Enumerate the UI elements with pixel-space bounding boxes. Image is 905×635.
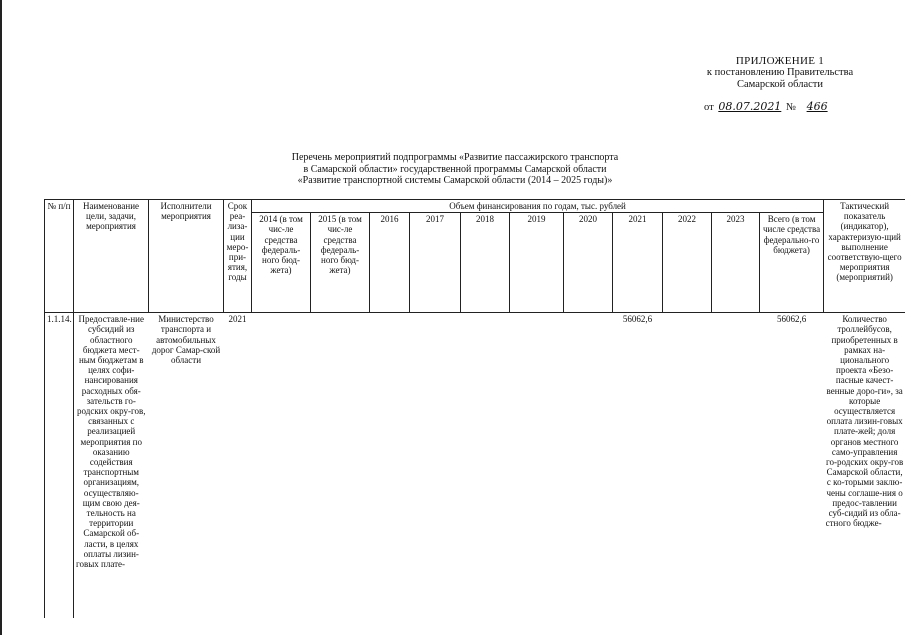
- header-year-2023: 2023: [712, 213, 760, 313]
- header-year-2017: 2017: [410, 213, 461, 313]
- row-year-2019: [510, 313, 564, 618]
- row-name: Предоставле-ние субсидий из областного бюджета мест-ным бюджетам в целях софи-нансирования расходных обя-зательств го-родских окру-гов, связанных с реализацией мероприятия по оказанию содействия транспортным организациям, осуществляю-щим свою дея-тельность на территории Самарской об-ласти, в целях оплаты лизин-говых плате-: [74, 313, 149, 618]
- header-year-2019: 2019: [510, 213, 564, 313]
- table-header-row-1: [45, 200, 905, 213]
- appendix-title: ПРИЛОЖЕНИЕ 1: [735, 55, 825, 67]
- row-year-2016: [370, 313, 410, 618]
- decree-number-prefix: №: [785, 102, 796, 113]
- row-total: 56062,6: [760, 313, 824, 618]
- row-year-2017: [410, 313, 461, 618]
- header-name: Наименование цели, задачи, мероприятия: [74, 200, 149, 313]
- header-indicator: Тактический показатель (индикатор), характеризую-щий выполнение соответствую-щего мероприятия (мероприятий): [824, 200, 905, 313]
- header-total: Всего (в том числе средства федерально-го бюджета): [760, 213, 824, 313]
- decree-reference: [704, 100, 840, 113]
- row-year-2023: [712, 313, 760, 618]
- header-year-2018: 2018: [461, 213, 510, 313]
- header-term: Срок реа-лиза-ции меро-при-ятия, годы: [224, 200, 252, 313]
- row-term: 2021: [224, 313, 252, 618]
- activities-table: [44, 199, 905, 618]
- header-year-2020: 2020: [564, 213, 613, 313]
- decree-date-prefix: от: [704, 102, 714, 113]
- document-title-line-3: «Развитие транспортной системы Самарской области (2014 – 2025 годы)»: [297, 175, 613, 186]
- table-row: [45, 313, 905, 618]
- row-year-2018: [461, 313, 510, 618]
- header-executors: Исполнители мероприятия: [149, 200, 224, 313]
- row-indicator: Количество троллейбусов, приобретенных в рамках на-ционального проекта «Безо-пасные качест-венные доро-ги», за которые осуществляется оплата лизин-говых плате-жей; доля органов местного само-управления го-родских окру-гов Самарской области, с ко-торыми заклю-чены соглаше-ния о предос-тавлении суб-сидий из обла-стного бюдже-: [824, 313, 905, 618]
- row-num: 1.1.14.: [45, 313, 74, 618]
- appendix-line-1: к постановлению Правительства: [706, 67, 854, 78]
- header-year-2015: 2015 (в том чис-ле средства федераль-ного бюд-жета): [311, 213, 370, 313]
- header-year-2022: 2022: [663, 213, 712, 313]
- header-funding-group: Объем финансирования по годам, тыс. рублей: [252, 200, 824, 213]
- header-year-2016: 2016: [370, 213, 410, 313]
- document-title-line-1: Перечень мероприятий подпрограммы «Развитие пассажирского транспорта: [291, 152, 619, 163]
- document-title-line-2: в Самарской области» государственной программы Самарской области: [303, 163, 607, 175]
- row-year-2021: 56062,6: [613, 313, 663, 618]
- row-year-2022: [663, 313, 712, 618]
- decree-number-value: 466: [806, 100, 828, 113]
- appendix-block: [660, 55, 900, 91]
- row-executors: Министерство транспорта и автомобильных дорог Самар-ской области: [149, 313, 224, 618]
- document-title: [245, 152, 665, 187]
- header-year-2021: 2021: [613, 213, 663, 313]
- row-year-2015: [311, 313, 370, 618]
- appendix-line-2: Самарской области: [737, 79, 823, 90]
- header-num: № п/п: [45, 200, 74, 313]
- page-left-edge: [0, 0, 2, 635]
- row-year-2020: [564, 313, 613, 618]
- decree-date-value: 08.07.2021: [718, 100, 782, 113]
- row-year-2014: [252, 313, 311, 618]
- header-year-2014: 2014 (в том чис-ле средства федераль-ного бюд-жета): [252, 213, 311, 313]
